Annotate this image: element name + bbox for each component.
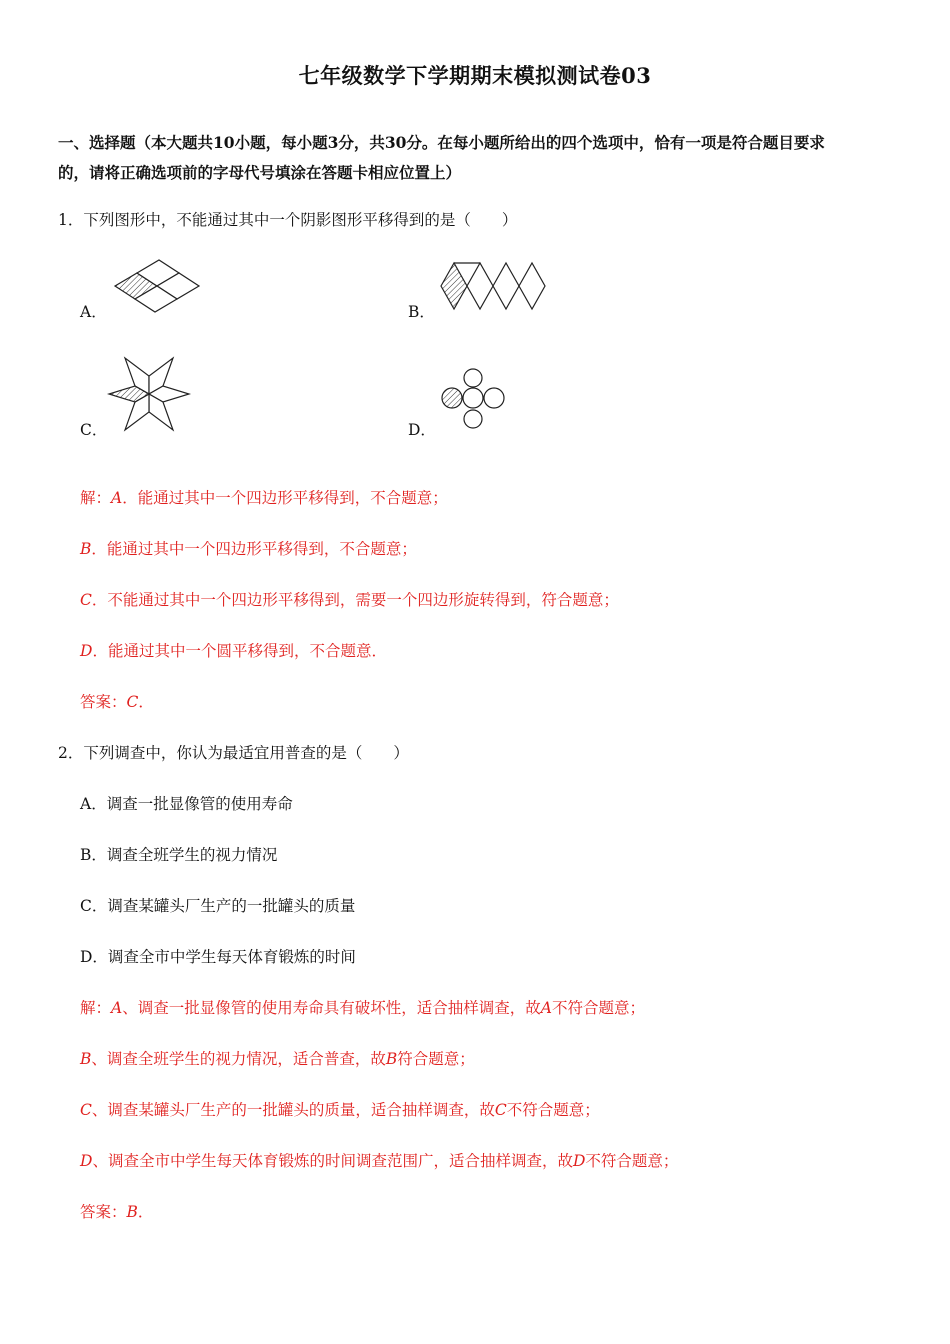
solution-prefix: 解： [80,999,112,1017]
q1-solution-line-a [80,486,448,508]
q1-answer [80,690,154,712]
question-2-stem: 2．下列调查中，你认为最适宜用普查的是（ ） [58,744,409,762]
q2-solution-line-b [80,1047,475,1069]
q1-option-d-figure [440,368,510,430]
answer-label: 答案： [80,1203,127,1221]
solution-text: 、调查全班学生的视力情况，适合普查，故 [91,1050,386,1068]
answer-label: 答案： [80,693,127,711]
solution-text: 、调查全市中学生每天体育锻炼的时间调查范围广，适合抽样调查，故 [92,1152,573,1170]
option-var: C [80,591,92,609]
q2-option-d: D．调查全市中学生每天体育锻炼的时间 [80,948,356,966]
q1-option-b-label: B． [408,303,435,321]
solution-text: 不符合题意； [551,999,645,1017]
q1-option-c-label: C． [80,421,108,439]
q2-option-b: B．调查全班学生的视力情况 [80,846,278,864]
option-var: A [111,489,123,507]
option-var: B [80,540,92,558]
option-var: D [572,1152,586,1170]
question-1-stem: 1．下列图形中，不能通过其中一个阴影图形平移得到的是（ ） [58,211,518,229]
solution-prefix: 解： [80,489,112,507]
q2-solution-line-c [80,1098,600,1120]
q1-option-c-figure [105,356,193,432]
solution-text: 符合题意； [397,1050,475,1068]
q1-option-a-label: A． [80,303,107,321]
section-header-line2: 的，请将正确选项前的字母代号填涂在答题卡相应位置上） [58,163,462,182]
answer-var: B [126,1203,138,1221]
answer-var: C [126,693,139,711]
section-header-line1: 一、选择题（本大题共10小题，每小题3分，共30分。在每小题所给出的四个选项中，恰有一项是符合题目要求 [58,133,825,152]
page-title: 七年级数学下学期期末模拟测试卷03 [298,63,652,88]
solution-text: 、调查某罐头厂生产的一批罐头的质量，适合抽样调查，故 [91,1101,495,1119]
q2-solution-line-d [80,1149,678,1171]
answer-end: ． [137,1203,154,1221]
option-var: C [80,1101,92,1119]
q1-option-b-figure [437,260,557,312]
section-header [58,128,898,188]
solution-text: ．能通过其中一个四边形平移得到，不合题意； [91,540,417,558]
answer-end: ． [138,693,154,711]
solution-text: 、调查一批显像管的使用寿命具有破坏性，适合抽样调查，故 [122,999,541,1017]
solution-text: 不符合题意； [506,1101,600,1119]
q1-option-d-label: D． [408,421,436,439]
option-var: A [111,999,123,1017]
solution-text: ．不能通过其中一个四边形平移得到，需要一个四边形旋转得到，符合题意； [91,591,619,609]
q1-solution-line-c [80,588,619,610]
solution-text: 不符合题意； [585,1152,679,1170]
option-var: B [385,1050,398,1068]
solution-text: ．能通过其中一个四边形平移得到，不合题意； [122,489,448,507]
option-var: D [80,1152,93,1170]
option-var: B [80,1050,92,1068]
option-var: C [494,1101,507,1119]
q1-solution-line-d [80,639,387,661]
solution-text: ．能通过其中一个圆平移得到，不合题意． [92,642,387,660]
q2-solution-line-a [80,996,645,1018]
q2-option-a: A．调查一批显像管的使用寿命 [80,795,293,813]
q2-option-c: C．调查某罐头厂生产的一批罐头的质量 [80,897,356,915]
q1-option-a-figure [110,258,204,314]
q2-answer [80,1200,153,1222]
option-var: D [80,642,93,660]
option-var: A [540,999,552,1017]
q1-solution-line-b [80,537,417,559]
